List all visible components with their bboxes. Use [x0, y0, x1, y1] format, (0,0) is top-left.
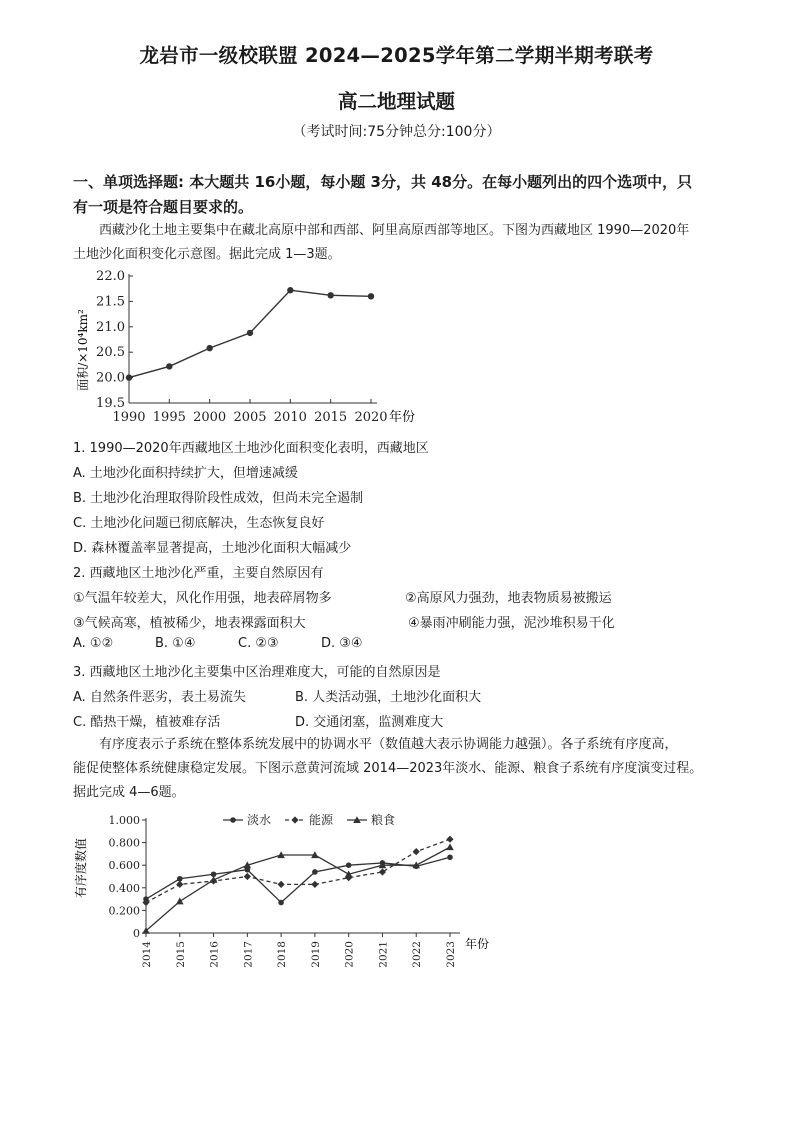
chart2-data-point-能源 [379, 868, 386, 875]
chart2-data-point-淡水 [346, 862, 352, 868]
chart2-data-point-淡水 [447, 854, 453, 860]
chart1-y-tick-label: 21.5 [96, 294, 125, 310]
chart2-data-point-淡水 [278, 900, 284, 906]
passage-2 [73, 733, 733, 805]
q1-option-b: B. 土地沙化治理取得阶段性成效，但尚未完全遏制 [73, 491, 364, 506]
chart1-x-tick-label: 2000 [193, 410, 227, 425]
chart1-xlabel: 年份 [389, 410, 416, 425]
chart1-y-tick-label: 22.0 [96, 269, 125, 284]
chart2-y-tick-label: 1.000 [108, 814, 140, 827]
exam-title: 龙岩市一级校联盟 2024—2025学年第二学期半期考联考 [139, 44, 654, 67]
exam-info: （考试时间:75分钟总分:100分） [292, 124, 501, 140]
chart2-x-tick-label: 2023 [445, 941, 457, 968]
chart2-legend-marker [291, 816, 298, 823]
q2-option-b: B. ①④ [155, 636, 196, 651]
orderliness-chart [73, 808, 503, 978]
passage-2-line2: 能促使整体系统健康稳定发展。下图示意黄河流域 2014—2023年淡水、能源、粮食子系统有序度演变过程。 [73, 761, 703, 776]
chart2-legend-label: 淡水 [247, 813, 272, 827]
chart2-y-tick-label: 0.400 [108, 881, 140, 895]
q2-statement-3: ③气候高寒，植被稀少，地表裸露面积大 [73, 616, 306, 631]
chart2-data-point-能源 [413, 848, 420, 855]
chart2-data-point-淡水 [312, 869, 318, 875]
chart2-xlabel: 年份 [465, 937, 490, 951]
section-heading [73, 170, 733, 220]
q3-option-c: C. 酷热干燥，植被难存活 [73, 715, 221, 730]
section-heading-line2: 有一项是符合题目要求的。 [73, 198, 254, 216]
q3-option-b: B. 人类活动强，土地沙化面积大 [295, 690, 482, 705]
chart1-data-point [327, 292, 333, 298]
chart1-y-tick-label: 20.0 [96, 370, 125, 386]
q2-statement-1: ①气温年较差大，风化作用强，地表碎屑物多 [73, 591, 332, 606]
passage-2-line1: 有序度表示子系统在整体系统发展中的协调水平（数值越大表示协调能力越强）。各子系统有序度高， [99, 737, 678, 752]
chart2-data-point-能源 [244, 873, 251, 880]
q2-statement-4: ④暴雨冲刷能力强，泥沙堆积易干化 [408, 616, 615, 631]
q2-stem: 2. 西藏地区土地沙化严重，主要自然原因有 [73, 566, 324, 581]
chart2-data-point-能源 [176, 881, 183, 888]
chart1-x-tick-label: 2020 [354, 410, 388, 425]
chart2-y-tick-label: 0.200 [108, 904, 140, 918]
chart1-data-point [206, 345, 212, 351]
passage-2-line3: 据此完成 4—6题。 [73, 785, 185, 800]
chart2-x-tick-label: 2016 [208, 941, 221, 968]
chart2-x-tick-label: 2015 [174, 941, 187, 968]
chart1-ylabel: 面积/×10⁴km² [76, 309, 90, 391]
chart2-y-tick-label: 0.600 [108, 859, 140, 873]
chart1-y-tick-label: 20.5 [96, 345, 125, 361]
chart2-x-tick-label: 2020 [343, 941, 356, 968]
q1-option-d: D. 森林覆盖率显著提高，土地沙化面积大幅减少 [73, 541, 352, 556]
chart2-y-tick-label: 0 [133, 927, 140, 940]
chart1-x-tick-label: 2015 [314, 410, 348, 425]
passage-1 [73, 219, 733, 267]
q3-option-a: A. 自然条件恶劣，表土易流失 [73, 690, 246, 705]
q1-option-a: A. 土地沙化面积持续扩大，但增速减缓 [73, 466, 298, 481]
chart2-data-point-能源 [311, 881, 318, 888]
chart1-data-point [247, 330, 253, 336]
chart2-data-point-能源 [278, 881, 285, 888]
chart2-ylabel: 有序度数值 [74, 837, 88, 899]
q2-option-a: A. ①② [73, 636, 114, 651]
q3-stem: 3. 西藏地区土地沙化主要集中区治理难度大，可能的自然原因是 [73, 665, 441, 680]
chart2-data-point-粮食 [176, 898, 184, 905]
chart2-x-tick-label: 2017 [242, 941, 255, 968]
q1-stem: 1. 1990—2020年西藏地区土地沙化面积变化表明，西藏地区 [73, 441, 429, 456]
chart2-x-tick-label: 2022 [411, 941, 424, 968]
chart2-legend-label: 能源 [309, 813, 334, 827]
chart2-data-point-能源 [446, 836, 453, 843]
chart1-x-tick-label: 2010 [273, 410, 307, 425]
chart1-y-tick-label: 19.5 [96, 396, 125, 411]
chart1-data-point [166, 363, 172, 369]
q2-statement-2: ②高原风力强劲，地表物质易被搬运 [405, 591, 612, 606]
chart1-data-point [368, 293, 374, 299]
q2-option-d: D. ③④ [321, 636, 363, 651]
chart1-y-tick-label: 21.0 [96, 319, 125, 335]
q1-option-c: C. 土地沙化问题已彻底解决，生态恢复良好 [73, 516, 325, 531]
chart2-data-point-粮食 [446, 843, 454, 850]
chart2-data-point-粮食 [210, 876, 218, 883]
chart2-data-point-淡水 [177, 876, 183, 882]
chart1-x-tick-label: 1990 [112, 410, 146, 425]
chart2-x-tick-label: 2014 [141, 941, 153, 968]
passage-1-line2: 土地沙化面积变化示意图。据此完成 1—3题。 [73, 247, 341, 262]
q3-option-d: D. 交通闭塞，监测难度大 [295, 715, 444, 730]
exam-subject-title: 高二地理试题 [337, 90, 455, 113]
chart2-x-tick-label: 2018 [276, 941, 289, 968]
chart1-data-point [287, 287, 293, 293]
chart2-x-tick-label: 2019 [309, 941, 322, 968]
chart2-legend-label: 粮食 [371, 813, 396, 827]
desertification-area-chart [73, 266, 473, 431]
chart2-x-tick-label: 2021 [377, 941, 390, 968]
chart1-x-tick-label: 1995 [152, 410, 186, 425]
chart2-y-tick-label: 0.800 [108, 836, 140, 850]
chart2-series-line-粮食 [146, 847, 450, 931]
chart2-series-line-淡水 [146, 857, 450, 902]
chart1-x-tick-label: 2005 [233, 410, 267, 425]
passage-1-line1: 西藏沙化土地主要集中在藏北高原中部和西部、阿里高原西部等地区。下图为西藏地区 1990—2020年 [99, 223, 690, 238]
section-heading-line1: 一、单项选择题: 本大题共 16小题，每小题 3分，共 48分。在每小题列出的四个选项中，只 [73, 173, 693, 191]
chart1-data-point [126, 374, 132, 380]
chart2-legend-marker [230, 817, 236, 823]
chart2-series-line-能源 [146, 839, 450, 902]
q2-option-c: C. ②③ [238, 636, 279, 651]
